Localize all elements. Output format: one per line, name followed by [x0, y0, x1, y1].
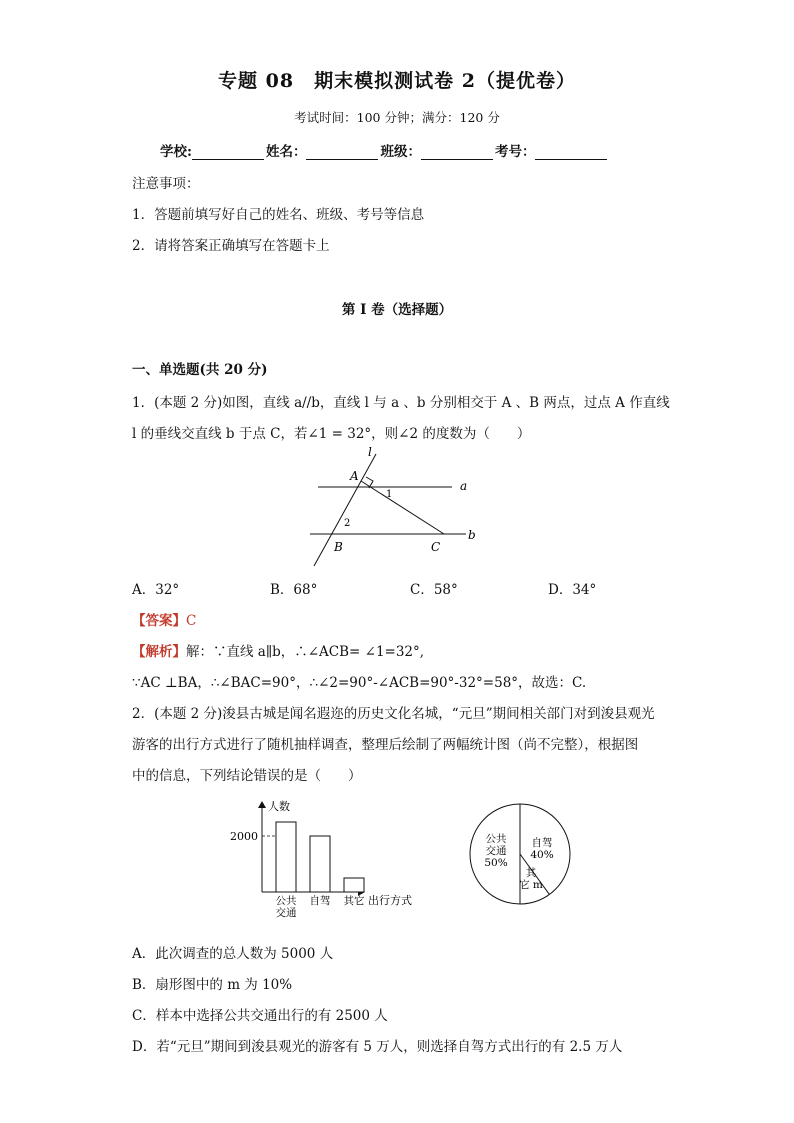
- q2-option-d[interactable]: D．若“元旦”期间到浚县观光的游客有 5 万人，则选择自驾方式出行的有 2.5 万人: [132, 1039, 623, 1055]
- q2-text-line2: 游客的出行方式进行了随机抽样调查，整理后绘制了两幅统计图（尚不完整），根据图: [132, 737, 639, 753]
- y-tick-label-0: 2000: [230, 830, 258, 843]
- q1-option-d[interactable]: D．34°: [548, 582, 597, 598]
- page-title: 专题 08 期末模拟测试卷 2（提优卷）: [218, 70, 576, 92]
- q1-analysis-line1: [132, 640, 424, 660]
- q1-option-a[interactable]: A．32°: [132, 582, 180, 598]
- label-angle-1: 1: [386, 489, 393, 500]
- bar-1: [310, 836, 330, 892]
- section-title: 第 I 卷（选择题）: [341, 302, 453, 318]
- q1-answer: [132, 609, 196, 629]
- bar-2: [344, 878, 364, 892]
- q1-text-line2: l 的垂线交直线 b 于点 C，若∠1 = 32°，则∠2 的度数为（ ）: [132, 426, 531, 442]
- tick-label-2-0: 其它: [343, 895, 365, 907]
- pie-label-0-2: 50%: [484, 857, 508, 869]
- q1-analysis-line2: ∵AC ⊥BA，∴∠BAC=90°，∴∠2=90°-∠ACB=90°-32°=58°，故选：C.: [132, 675, 587, 691]
- note-item-1: 1．答题前填写好自己的姓名、班级、考号等信息: [132, 207, 425, 223]
- label-angle-2: 2: [344, 518, 351, 529]
- q2-text-line3: 中的信息，下列结论错误的是（ ）: [132, 768, 362, 784]
- label-l: l: [368, 445, 372, 459]
- tick-label-0-1: 交通: [275, 907, 297, 919]
- label-b-point: B: [334, 540, 343, 554]
- pie-label-1-0: 自驾: [531, 837, 553, 849]
- q2-option-b[interactable]: B．扇形图中的 m 为 10%: [132, 977, 293, 993]
- exam-number-blank[interactable]: [535, 143, 607, 160]
- q2-option-a[interactable]: A．此次调查的总人数为 5000 人: [132, 946, 334, 962]
- note-item-2: 2．请将答案正确填写在答题卡上: [132, 238, 330, 254]
- pie-label-0-1: 交通: [485, 845, 507, 857]
- part-title: 一、单选题(共 20 分): [132, 362, 268, 378]
- q1-option-c[interactable]: C．58°: [410, 582, 458, 598]
- school-label: 学校:: [160, 144, 192, 160]
- school-blank[interactable]: [192, 143, 264, 160]
- label-a-point: A: [350, 469, 359, 483]
- exam-number-label: 考号：: [494, 144, 536, 160]
- analysis-text-1: 解：∵直线 a∥b，∴∠ACB= ∠1=32°,: [186, 644, 425, 660]
- q2-text-line1: 2．(本题 2 分)浚县古城是闻名遐迩的历史文化名城，“元旦”期间相关部门对到浚县观光: [132, 706, 655, 722]
- pie-label-2-0: 其: [525, 867, 537, 879]
- tick-label-0-0: 公共: [275, 895, 297, 907]
- name-label: 姓名：: [265, 144, 307, 160]
- line-l: [314, 454, 376, 566]
- q1-geometry-figure: [300, 444, 500, 568]
- student-info-row: [160, 140, 609, 160]
- tick-label-1-0: 自驾: [309, 895, 331, 907]
- name-blank[interactable]: [306, 143, 378, 160]
- class-blank[interactable]: [421, 143, 493, 160]
- pie-label-0-0: 公共: [485, 833, 507, 845]
- label-c-point: C: [431, 540, 441, 554]
- q1-option-b[interactable]: B．68°: [270, 582, 318, 598]
- analysis-label: 【解析】: [132, 644, 186, 660]
- right-angle-mark: [366, 477, 373, 488]
- q2-option-c[interactable]: C．样本中选择公共交通出行的有 2500 人: [132, 1008, 388, 1024]
- bar-0: [276, 822, 296, 892]
- bar-chart: [222, 794, 432, 924]
- pie-label-1-1: 40%: [530, 849, 554, 861]
- pie-label-2-1: 它 m: [519, 879, 543, 891]
- pie-chart: [466, 800, 576, 910]
- segment-ac: [361, 481, 444, 534]
- class-label: 班级：: [380, 144, 421, 160]
- y-axis-label: 人数: [268, 800, 290, 813]
- answer-value: C: [186, 613, 197, 629]
- answer-label: 【答案】: [132, 613, 186, 629]
- exam-subtitle: 考试时间：100 分钟；满分：120 分: [294, 110, 500, 125]
- q1-text-line1: 1．(本题 2 分)如图，直线 a//b，直线 l 与 a 、b 分别相交于 A 、B 两点，过点 A 作直线: [132, 395, 670, 411]
- x-axis-label: 出行方式: [368, 894, 412, 907]
- label-b-line: b: [468, 528, 476, 542]
- notes-heading: 注意事项：: [132, 176, 200, 192]
- label-a-line: a: [460, 479, 468, 493]
